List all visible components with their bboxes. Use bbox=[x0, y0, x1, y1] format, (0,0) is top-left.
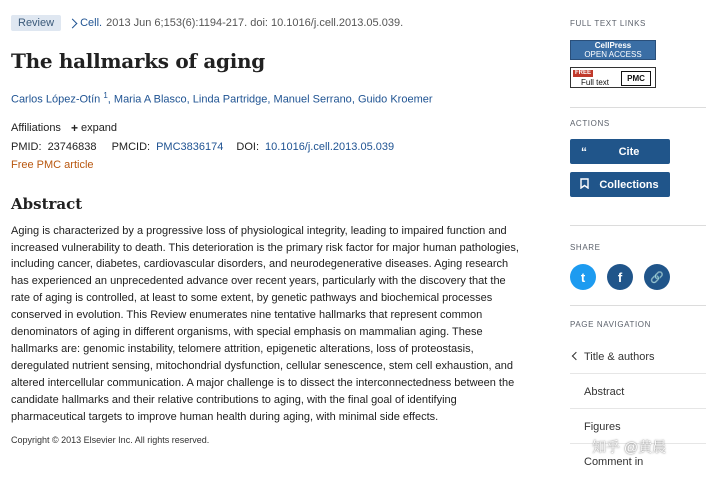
free-pmc-label: Free PMC article bbox=[11, 158, 94, 171]
facebook-icon: f bbox=[617, 269, 623, 285]
actions-label: ACTIONS bbox=[570, 119, 610, 128]
citation-text: 2013 Jun 6;153(6):1194-217. doi: 10.1016/j.cell.2013.05.039. bbox=[106, 17, 404, 29]
author-link[interactable]: Maria A Blasco bbox=[113, 93, 187, 106]
free-tag: FREE bbox=[575, 70, 592, 76]
cellpress-link[interactable] bbox=[570, 40, 656, 60]
nav-abstract[interactable] bbox=[570, 375, 706, 409]
cite-button[interactable] bbox=[570, 139, 670, 164]
author-link[interactable]: Manuel Serrano bbox=[273, 93, 352, 106]
cite-label: Cite bbox=[618, 145, 640, 158]
abstract-text: Aging is characterized by a progressive loss of physiological integrity, leading to impaired function and increased vulnerability to death. This deterioration is the primary risk factor for major human pathologies, including cancer, diabetes, cardiovascular disorders, and neurodegenerative diseases. Aging research has experienced an unprecedented advance over recent years, particularly with the discovery that the rate of aging is controlled, at least to some extent, by genetic pathways and biochemical processes conserved in evolution. This Review enumerates nine tentative hallmarks that represent common denominators of aging in different organisms, with special emphasis on mammalian aging. These hallmarks are: genomic instability, telomere attrition, epigenetic alterations, loss of proteostasis, deregulated nutrient sensing, mitochondrial dysfunction, cellular senescence, stem cell exhaustion, and altered intercellular communication. A major challenge is to dissect the interconnectedness between the candidate hallmarks and their relative contributions to aging, with the final goal of identifying pharmaceutical targets to improve human health during aging, with minimal side effects. bbox=[11, 224, 519, 423]
divider bbox=[570, 107, 706, 108]
doi-label: DOI: bbox=[236, 140, 260, 153]
nav-item-label: Figures bbox=[584, 420, 621, 433]
identifiers-row bbox=[11, 141, 541, 153]
open-access-text: OPEN ACCESS bbox=[584, 50, 642, 59]
doi-link[interactable]: 10.1016/j.cell.2013.05.039 bbox=[265, 140, 395, 153]
watermark-text: 知乎 @黄晨 bbox=[592, 439, 667, 455]
nav-title-authors[interactable] bbox=[570, 340, 706, 374]
author-list: Carlos López-Otín $^1$, Maria A Blasco, Linda Partridge, Manuel Serrano, Guido Kroemer bbox=[11, 91, 433, 106]
pmc-logo: PMC bbox=[621, 71, 651, 86]
article-type-badge: Review bbox=[11, 15, 61, 31]
collections-button[interactable] bbox=[570, 172, 670, 197]
pmid-value: 23746838 bbox=[47, 140, 97, 153]
facebook-share-button[interactable] bbox=[607, 264, 633, 290]
chevron-right-icon bbox=[68, 18, 78, 28]
link-icon: 🔗 bbox=[650, 271, 664, 284]
expand-label: expand bbox=[80, 121, 118, 134]
author-link[interactable]: Guido Kroemer bbox=[357, 93, 433, 106]
author-link[interactable]: Linda Partridge bbox=[192, 93, 268, 106]
nav-item-label: Title & authors bbox=[584, 350, 655, 363]
article-main bbox=[11, 13, 541, 445]
journal-link[interactable]: Cell. bbox=[80, 17, 103, 29]
bookmark-icon bbox=[570, 178, 598, 192]
twitter-share-button[interactable] bbox=[570, 264, 596, 290]
share-label: SHARE bbox=[570, 243, 601, 252]
full-text-label: Full text bbox=[581, 78, 610, 87]
cellpress-logo-text: CellPress bbox=[594, 41, 632, 50]
abstract-heading: Abstract bbox=[11, 194, 83, 213]
pmcid-label: PMCID: bbox=[111, 140, 151, 153]
pmcid-link[interactable]: PMC3836174 bbox=[156, 140, 224, 153]
citation-row bbox=[11, 13, 541, 33]
divider bbox=[570, 305, 706, 306]
affiliations-toggle[interactable] bbox=[11, 121, 541, 135]
divider bbox=[570, 225, 706, 226]
nav-item-label: Comment in bbox=[584, 456, 644, 468]
affiliations-label: Affiliations bbox=[11, 121, 61, 134]
quote-icon: “ bbox=[581, 144, 587, 159]
pmid-label: PMID: bbox=[11, 140, 42, 153]
copy-link-button[interactable] bbox=[644, 264, 670, 290]
page-navigation-label: PAGE NAVIGATION bbox=[570, 320, 652, 329]
copyright-text: Copyright © 2013 Elsevier Inc. All rights reserved. bbox=[11, 434, 210, 445]
pmc-full-text-link[interactable] bbox=[570, 67, 656, 88]
chevron-left-icon bbox=[572, 352, 580, 360]
twitter-icon: t bbox=[580, 269, 586, 285]
nav-item-label: Abstract bbox=[584, 385, 625, 398]
affiliation-marker[interactable]: 1 bbox=[103, 91, 108, 100]
collections-label: Collections bbox=[599, 178, 659, 191]
author-link[interactable]: Carlos López-Otín bbox=[11, 93, 101, 106]
plus-icon: + bbox=[70, 120, 78, 135]
full-text-links-label: FULL TEXT LINKS bbox=[570, 19, 646, 28]
article-title: The hallmarks of aging bbox=[11, 49, 265, 73]
